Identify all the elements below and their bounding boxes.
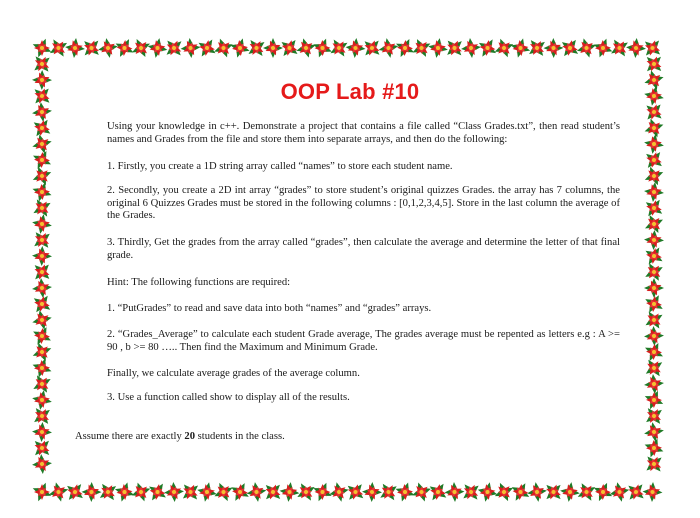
poinsettia-icon: [636, 475, 669, 508]
poinsettia-icon: [309, 35, 335, 61]
poinsettia-icon: [274, 476, 306, 508]
step-3: 3. Thirdly, Get the grades from the array called “grades”, then calculate the average and determine the letter of that final grade.: [107, 237, 620, 261]
step-1: 1. Firstly, you create a 1D string array called “names” to store each student name.: [107, 161, 453, 172]
poinsettia-icon: [590, 479, 617, 506]
poinsettia-icon: [110, 478, 138, 506]
poinsettia-icon: [226, 34, 255, 63]
poinsettia-icon: [339, 32, 372, 65]
poinsettia-icon: [29, 35, 55, 61]
poinsettia-icon: [59, 32, 91, 64]
poinsettia-icon: [28, 354, 55, 381]
poinsettia-icon: [473, 477, 503, 507]
step-2: 2. Secondly, you create a 2D int array “grades” to store student’s original quizzes Grades. the array has 7 columns, the original 6 Quizzes Grades must be stored in the following columns : [0,1,2,3,4,5]. Store in the last column the average of the Grades.: [107, 185, 620, 222]
assumption-before: Assume there are exactly: [75, 431, 185, 442]
poinsettia-icon: [590, 35, 617, 62]
poinsettia-icon: [27, 385, 58, 416]
assumption-after: students in the class.: [195, 431, 285, 442]
finally-line: Finally, we calculate average grades of the average column.: [107, 368, 360, 379]
student-count: 20: [184, 431, 196, 442]
poinsettia-icon: [27, 209, 58, 240]
function-1: 1. “PutGrades” to read and save data into both “names” and “grades” arrays.: [107, 303, 432, 314]
page-title: OOP Lab #10: [280, 79, 420, 104]
function-2: 2. “Grades_Average” to calculate each student Grade average, The grades average must be repented as letters e.g : A >= 90 , b >= 80 ….. Then find the Maximum and Minimum Grade.: [107, 329, 620, 353]
poinsettia-icon: [423, 33, 454, 64]
poinsettia-icon: [142, 33, 173, 64]
intro-paragraph: Using your knowledge in c++. Demonstrate a project that contains a file called “Class Grades.txt”, then read student’s names and Grades from the file and store them into separate arrays, and then do the following:: [107, 121, 620, 145]
poinsettia-icon: [309, 479, 335, 505]
poinsettia-icon: [554, 476, 586, 508]
poinsettia-icon: [391, 478, 419, 506]
poinsettia-icon: [192, 477, 222, 507]
poinsettia-icon: [29, 479, 55, 505]
poinsettia-icon: [620, 32, 653, 65]
show-line: 3. Use a function called show to display all of the results.: [107, 392, 350, 403]
poinsettia-icon: [506, 33, 535, 62]
poinsettia-icon: [28, 178, 56, 206]
hint-line: Hint: The following functions are required:: [107, 277, 291, 288]
assumption-line: [75, 431, 595, 444]
